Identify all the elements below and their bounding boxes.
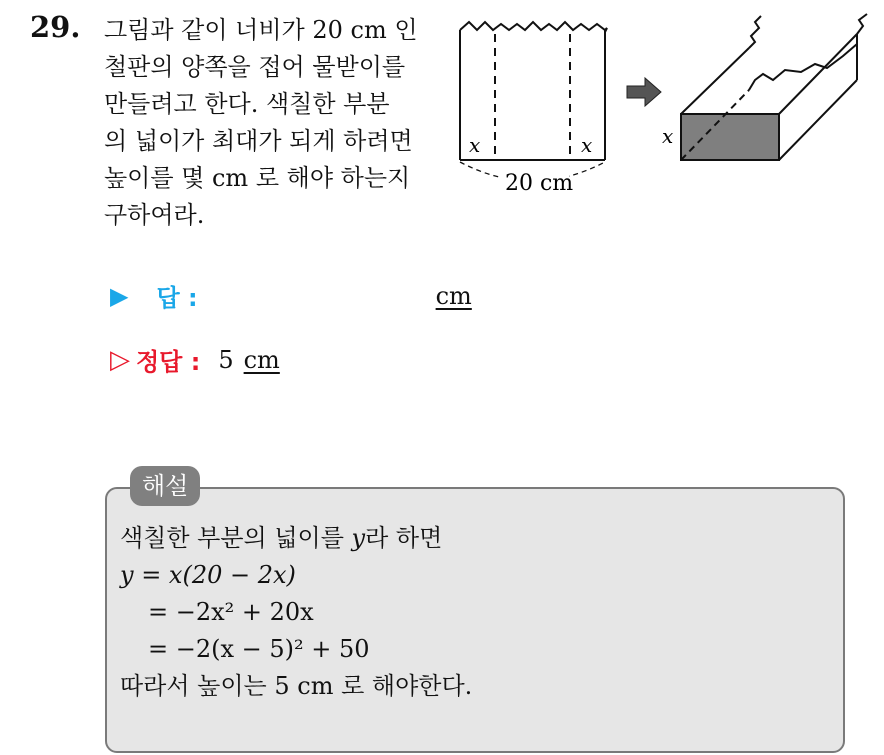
var-label-trough: x xyxy=(662,124,674,148)
question-line: 만들려고 한다. 색칠한 부분 xyxy=(104,90,390,118)
question-text xyxy=(104,12,444,234)
correct-value: 5 xyxy=(218,345,234,374)
solution-line: 색칠한 부분의 넓이를 y라 하면 xyxy=(120,524,443,552)
question-line: 철판의 양쪽을 접어 물받이를 xyxy=(104,53,406,81)
right-arrow-icon xyxy=(627,78,661,106)
solution-equation: = −2x² + 20x xyxy=(148,598,314,626)
solution-equation: y = x(20 − 2x) xyxy=(120,561,296,589)
correct-row xyxy=(110,342,280,377)
figure xyxy=(455,8,875,198)
var-label-right: x xyxy=(581,133,593,157)
flat-sheet xyxy=(460,22,607,181)
solution-conclusion: 따라서 높이는 5 cm 로 해야한다. xyxy=(120,672,473,700)
trough xyxy=(681,14,867,160)
solution-equation: = −2(x − 5)² + 50 xyxy=(148,635,370,663)
answer-row xyxy=(110,278,472,313)
question-line: 높이를 몇 cm 로 해야 하는지 xyxy=(104,164,411,192)
solution-body xyxy=(120,520,472,705)
width-label: 20 cm xyxy=(505,171,574,196)
correct-unit: cm xyxy=(243,345,280,374)
var-label-left: x xyxy=(469,133,481,157)
answer-label: 답 : xyxy=(156,284,198,312)
correct-marker-icon: ▷ xyxy=(110,344,130,375)
correct-label: 정답 : xyxy=(136,348,201,376)
question-line: 그림과 같이 너비가 20 cm 인 xyxy=(104,16,418,44)
answer-marker-icon: ▶ xyxy=(110,281,129,310)
solution-tag: 해설 xyxy=(130,466,200,506)
answer-unit: cm xyxy=(435,281,472,310)
question-line: 의 넓이가 최대가 되게 하려면 xyxy=(104,127,413,155)
question-number: 29. xyxy=(30,10,81,44)
question-line: 구하여라. xyxy=(104,201,205,229)
